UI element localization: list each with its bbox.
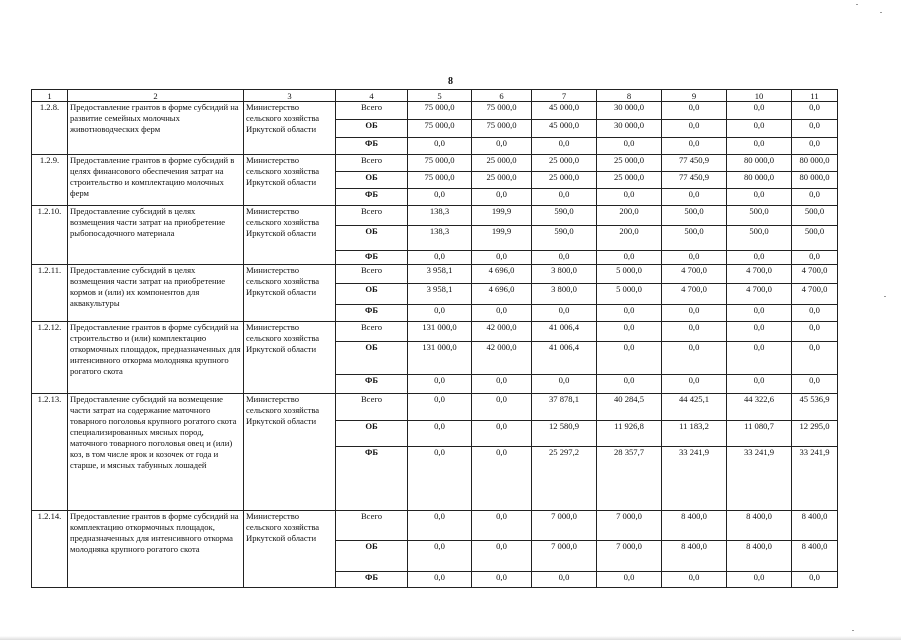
amount-cell: 500,0 bbox=[792, 206, 838, 226]
amount-cell: 0,0 bbox=[408, 138, 472, 155]
amount-cell: 0,0 bbox=[792, 572, 838, 588]
funding-source: Всего bbox=[336, 511, 408, 541]
amount-cell: 0,0 bbox=[727, 251, 792, 265]
amount-cell: 0,0 bbox=[472, 138, 532, 155]
funding-source: ОБ bbox=[336, 342, 408, 375]
amount-cell: 4 696,0 bbox=[472, 284, 532, 305]
funding-source: ОБ bbox=[336, 284, 408, 305]
column-header: 1 bbox=[32, 90, 68, 102]
amount-cell: 0,0 bbox=[472, 375, 532, 394]
item-number: 1.2.14. bbox=[32, 511, 68, 588]
scan-speck bbox=[880, 12, 882, 13]
amount-cell: 25 000,0 bbox=[472, 155, 532, 172]
amount-cell: 80 000,0 bbox=[727, 172, 792, 189]
amount-cell: 0,0 bbox=[792, 102, 838, 120]
amount-cell: 11 183,2 bbox=[662, 421, 727, 447]
amount-cell: 45 536,9 bbox=[792, 394, 838, 421]
responsible-organization: Министерство сельского хозяйства Иркутской области bbox=[244, 265, 336, 322]
measure-description: Предоставление грантов в форме субсидий на комплектацию откормочных площадок, предназначенных для интенсивного откорма молодняка крупного рогатого скота bbox=[68, 511, 244, 588]
amount-cell: 0,0 bbox=[792, 375, 838, 394]
column-header: 11 bbox=[792, 90, 838, 102]
amount-cell: 12 295,0 bbox=[792, 421, 838, 447]
amount-cell: 80 000,0 bbox=[792, 155, 838, 172]
amount-cell: 0,0 bbox=[408, 572, 472, 588]
amount-cell: 25 000,0 bbox=[532, 172, 597, 189]
amount-cell: 0,0 bbox=[472, 447, 532, 511]
amount-cell: 0,0 bbox=[792, 305, 838, 322]
item-number: 1.2.9. bbox=[32, 155, 68, 206]
amount-cell: 0,0 bbox=[532, 138, 597, 155]
measure-description: Предоставление грантов в форме субсидий в целях финансового обеспечения затрат на строительство и комплектацию молочных ферм bbox=[68, 155, 244, 206]
table-row bbox=[32, 155, 838, 172]
amount-cell: 4 700,0 bbox=[662, 265, 727, 284]
amount-cell: 0,0 bbox=[662, 375, 727, 394]
amount-cell: 0,0 bbox=[532, 305, 597, 322]
amount-cell: 0,0 bbox=[662, 138, 727, 155]
amount-cell: 0,0 bbox=[472, 511, 532, 541]
amount-cell: 0,0 bbox=[408, 511, 472, 541]
amount-cell: 4 700,0 bbox=[727, 284, 792, 305]
amount-cell: 0,0 bbox=[727, 120, 792, 138]
amount-cell: 25 000,0 bbox=[597, 172, 662, 189]
amount-cell: 7 000,0 bbox=[597, 541, 662, 572]
responsible-organization: Министерство сельского хозяйства Иркутской области bbox=[244, 102, 336, 155]
amount-cell: 3 958,1 bbox=[408, 265, 472, 284]
amount-cell: 8 400,0 bbox=[727, 541, 792, 572]
amount-cell: 0,0 bbox=[472, 572, 532, 588]
amount-cell: 77 450,9 bbox=[662, 172, 727, 189]
amount-cell: 7 000,0 bbox=[532, 541, 597, 572]
amount-cell: 8 400,0 bbox=[792, 541, 838, 572]
amount-cell: 4 700,0 bbox=[792, 265, 838, 284]
amount-cell: 42 000,0 bbox=[472, 342, 532, 375]
funding-source: Всего bbox=[336, 394, 408, 421]
item-number: 1.2.8. bbox=[32, 102, 68, 155]
amount-cell: 11 926,8 bbox=[597, 421, 662, 447]
amount-cell: 200,0 bbox=[597, 206, 662, 226]
amount-cell: 25 000,0 bbox=[597, 155, 662, 172]
funding-source: ОБ bbox=[336, 226, 408, 251]
amount-cell: 0,0 bbox=[597, 189, 662, 206]
table-row bbox=[32, 102, 838, 120]
amount-cell: 0,0 bbox=[792, 120, 838, 138]
column-header: 9 bbox=[662, 90, 727, 102]
funding-source: ОБ bbox=[336, 541, 408, 572]
funding-source: ОБ bbox=[336, 172, 408, 189]
amount-cell: 0,0 bbox=[662, 189, 727, 206]
amount-cell: 0,0 bbox=[472, 251, 532, 265]
amount-cell: 0,0 bbox=[727, 342, 792, 375]
column-header: 8 bbox=[597, 90, 662, 102]
amount-cell: 0,0 bbox=[597, 305, 662, 322]
amount-cell: 0,0 bbox=[792, 251, 838, 265]
column-header: 3 bbox=[244, 90, 336, 102]
amount-cell: 37 878,1 bbox=[532, 394, 597, 421]
amount-cell: 131 000,0 bbox=[408, 342, 472, 375]
amount-cell: 0,0 bbox=[662, 572, 727, 588]
amount-cell: 75 000,0 bbox=[408, 172, 472, 189]
table-body bbox=[32, 90, 838, 588]
amount-cell: 0,0 bbox=[792, 189, 838, 206]
amount-cell: 0,0 bbox=[408, 375, 472, 394]
amount-cell: 0,0 bbox=[408, 447, 472, 511]
amount-cell: 28 357,7 bbox=[597, 447, 662, 511]
amount-cell: 3 958,1 bbox=[408, 284, 472, 305]
item-number: 1.2.11. bbox=[32, 265, 68, 322]
item-number: 1.2.12. bbox=[32, 322, 68, 394]
measure-description: Предоставление грантов в форме субсидий на развитие семейных молочных животноводческих ферм bbox=[68, 102, 244, 155]
table-row bbox=[32, 322, 838, 342]
amount-cell: 4 700,0 bbox=[792, 284, 838, 305]
amount-cell: 138,3 bbox=[408, 206, 472, 226]
amount-cell: 0,0 bbox=[408, 251, 472, 265]
item-number: 1.2.10. bbox=[32, 206, 68, 265]
amount-cell: 0,0 bbox=[727, 305, 792, 322]
amount-cell: 0,0 bbox=[472, 189, 532, 206]
column-header: 10 bbox=[727, 90, 792, 102]
responsible-organization: Министерство сельского хозяйства Иркутской области bbox=[244, 322, 336, 394]
amount-cell: 0,0 bbox=[408, 305, 472, 322]
amount-cell: 3 800,0 bbox=[532, 265, 597, 284]
amount-cell: 8 400,0 bbox=[727, 511, 792, 541]
measure-description: Предоставление субсидий на возмещение части затрат на содержание маточного товарного поголовья крупного рогатого скота специализированных мясных пород, маточного товарного поголовья овец и (или) коз, в том числе ярок и козочек от года и старше, и мясных табунных лошадей bbox=[68, 394, 244, 511]
amount-cell: 80 000,0 bbox=[792, 172, 838, 189]
amount-cell: 5 000,0 bbox=[597, 265, 662, 284]
amount-cell: 44 322,6 bbox=[727, 394, 792, 421]
table-row bbox=[32, 206, 838, 226]
amount-cell: 500,0 bbox=[727, 206, 792, 226]
scan-speck bbox=[884, 296, 886, 297]
amount-cell: 45 000,0 bbox=[532, 120, 597, 138]
amount-cell: 0,0 bbox=[472, 394, 532, 421]
amount-cell: 0,0 bbox=[597, 375, 662, 394]
amount-cell: 0,0 bbox=[472, 305, 532, 322]
table-row bbox=[32, 511, 838, 541]
page-number: 8 bbox=[448, 76, 453, 87]
amount-cell: 41 006,4 bbox=[532, 342, 597, 375]
funding-source: ФБ bbox=[336, 138, 408, 155]
amount-cell: 0,0 bbox=[662, 120, 727, 138]
amount-cell: 500,0 bbox=[727, 226, 792, 251]
amount-cell: 4 700,0 bbox=[662, 284, 727, 305]
amount-cell: 0,0 bbox=[472, 421, 532, 447]
column-header: 2 bbox=[68, 90, 244, 102]
funding-source: Всего bbox=[336, 206, 408, 226]
funding-source: Всего bbox=[336, 265, 408, 284]
amount-cell: 4 700,0 bbox=[727, 265, 792, 284]
scan-speck bbox=[852, 630, 854, 631]
responsible-organization: Министерство сельского хозяйства Иркутской области bbox=[244, 155, 336, 206]
amount-cell: 0,0 bbox=[597, 572, 662, 588]
amount-cell: 0,0 bbox=[727, 102, 792, 120]
amount-cell: 25 000,0 bbox=[472, 172, 532, 189]
funding-source: ОБ bbox=[336, 120, 408, 138]
amount-cell: 30 000,0 bbox=[597, 102, 662, 120]
amount-cell: 75 000,0 bbox=[472, 120, 532, 138]
amount-cell: 0,0 bbox=[408, 421, 472, 447]
amount-cell: 138,3 bbox=[408, 226, 472, 251]
amount-cell: 40 284,5 bbox=[597, 394, 662, 421]
amount-cell: 0,0 bbox=[532, 189, 597, 206]
amount-cell: 33 241,9 bbox=[662, 447, 727, 511]
amount-cell: 0,0 bbox=[662, 342, 727, 375]
amount-cell: 8 400,0 bbox=[662, 541, 727, 572]
scan-speck bbox=[856, 4, 858, 5]
amount-cell: 0,0 bbox=[597, 342, 662, 375]
table-row bbox=[32, 265, 838, 284]
amount-cell: 75 000,0 bbox=[408, 102, 472, 120]
amount-cell: 0,0 bbox=[597, 322, 662, 342]
amount-cell: 0,0 bbox=[727, 322, 792, 342]
funding-source: ФБ bbox=[336, 189, 408, 206]
table-row bbox=[32, 394, 838, 421]
responsible-organization: Министерство сельского хозяйства Иркутской области bbox=[244, 206, 336, 265]
amount-cell: 7 000,0 bbox=[532, 511, 597, 541]
amount-cell: 0,0 bbox=[532, 572, 597, 588]
amount-cell: 0,0 bbox=[727, 375, 792, 394]
amount-cell: 590,0 bbox=[532, 226, 597, 251]
amount-cell: 77 450,9 bbox=[662, 155, 727, 172]
amount-cell: 0,0 bbox=[662, 305, 727, 322]
amount-cell: 0,0 bbox=[662, 102, 727, 120]
amount-cell: 0,0 bbox=[727, 138, 792, 155]
amount-cell: 0,0 bbox=[532, 251, 597, 265]
amount-cell: 75 000,0 bbox=[472, 102, 532, 120]
amount-cell: 200,0 bbox=[597, 226, 662, 251]
amount-cell: 0,0 bbox=[792, 322, 838, 342]
amount-cell: 131 000,0 bbox=[408, 322, 472, 342]
amount-cell: 42 000,0 bbox=[472, 322, 532, 342]
amount-cell: 500,0 bbox=[792, 226, 838, 251]
amount-cell: 590,0 bbox=[532, 206, 597, 226]
amount-cell: 5 000,0 bbox=[597, 284, 662, 305]
amount-cell: 0,0 bbox=[532, 375, 597, 394]
amount-cell: 0,0 bbox=[662, 322, 727, 342]
responsible-organization: Министерство сельского хозяйства Иркутской области bbox=[244, 394, 336, 511]
amount-cell: 33 241,9 bbox=[727, 447, 792, 511]
funding-source: Всего bbox=[336, 322, 408, 342]
amount-cell: 3 800,0 bbox=[532, 284, 597, 305]
funding-source: ФБ bbox=[336, 447, 408, 511]
amount-cell: 199,9 bbox=[472, 206, 532, 226]
amount-cell: 0,0 bbox=[727, 572, 792, 588]
amount-cell: 4 696,0 bbox=[472, 265, 532, 284]
amount-cell: 0,0 bbox=[727, 189, 792, 206]
amount-cell: 41 006,4 bbox=[532, 322, 597, 342]
amount-cell: 0,0 bbox=[792, 138, 838, 155]
measure-description: Предоставление субсидий в целях возмещения части затрат на приобретение рыбопосадочного материала bbox=[68, 206, 244, 265]
amount-cell: 7 000,0 bbox=[597, 511, 662, 541]
amount-cell: 25 297,2 bbox=[532, 447, 597, 511]
amount-cell: 0,0 bbox=[662, 251, 727, 265]
funding-source: ФБ bbox=[336, 375, 408, 394]
amount-cell: 0,0 bbox=[408, 189, 472, 206]
column-header: 7 bbox=[532, 90, 597, 102]
measure-description: Предоставление субсидий в целях возмещения части затрат на приобретение кормов и (или) их компонентов для аквакультуры bbox=[68, 265, 244, 322]
funding-source: Всего bbox=[336, 102, 408, 120]
amount-cell: 500,0 bbox=[662, 206, 727, 226]
column-header: 4 bbox=[336, 90, 408, 102]
column-header: 5 bbox=[408, 90, 472, 102]
amount-cell: 0,0 bbox=[792, 342, 838, 375]
amount-cell: 25 000,0 bbox=[532, 155, 597, 172]
amount-cell: 45 000,0 bbox=[532, 102, 597, 120]
responsible-organization: Министерство сельского хозяйства Иркутской области bbox=[244, 511, 336, 588]
amount-cell: 44 425,1 bbox=[662, 394, 727, 421]
budget-table bbox=[31, 89, 838, 588]
amount-cell: 8 400,0 bbox=[662, 511, 727, 541]
measure-description: Предоставление грантов в форме субсидий на строительство и (или) комплектацию откормочных площадок, предназначенных для интенсивного откорма молодняка крупного рогатого скота bbox=[68, 322, 244, 394]
amount-cell: 33 241,9 bbox=[792, 447, 838, 511]
amount-cell: 0,0 bbox=[597, 251, 662, 265]
amount-cell: 75 000,0 bbox=[408, 120, 472, 138]
amount-cell: 8 400,0 bbox=[792, 511, 838, 541]
column-header: 6 bbox=[472, 90, 532, 102]
amount-cell: 75 000,0 bbox=[408, 155, 472, 172]
scan-edge bbox=[0, 636, 901, 640]
funding-source: ФБ bbox=[336, 305, 408, 322]
amount-cell: 0,0 bbox=[408, 394, 472, 421]
amount-cell: 11 080,7 bbox=[727, 421, 792, 447]
amount-cell: 30 000,0 bbox=[597, 120, 662, 138]
funding-source: ОБ bbox=[336, 421, 408, 447]
amount-cell: 199,9 bbox=[472, 226, 532, 251]
amount-cell: 500,0 bbox=[662, 226, 727, 251]
funding-source: Всего bbox=[336, 155, 408, 172]
item-number: 1.2.13. bbox=[32, 394, 68, 511]
amount-cell: 12 580,9 bbox=[532, 421, 597, 447]
funding-source: ФБ bbox=[336, 572, 408, 588]
amount-cell: 0,0 bbox=[408, 541, 472, 572]
funding-source: ФБ bbox=[336, 251, 408, 265]
amount-cell: 80 000,0 bbox=[727, 155, 792, 172]
column-number-row bbox=[32, 90, 838, 102]
amount-cell: 0,0 bbox=[597, 138, 662, 155]
amount-cell: 0,0 bbox=[472, 541, 532, 572]
